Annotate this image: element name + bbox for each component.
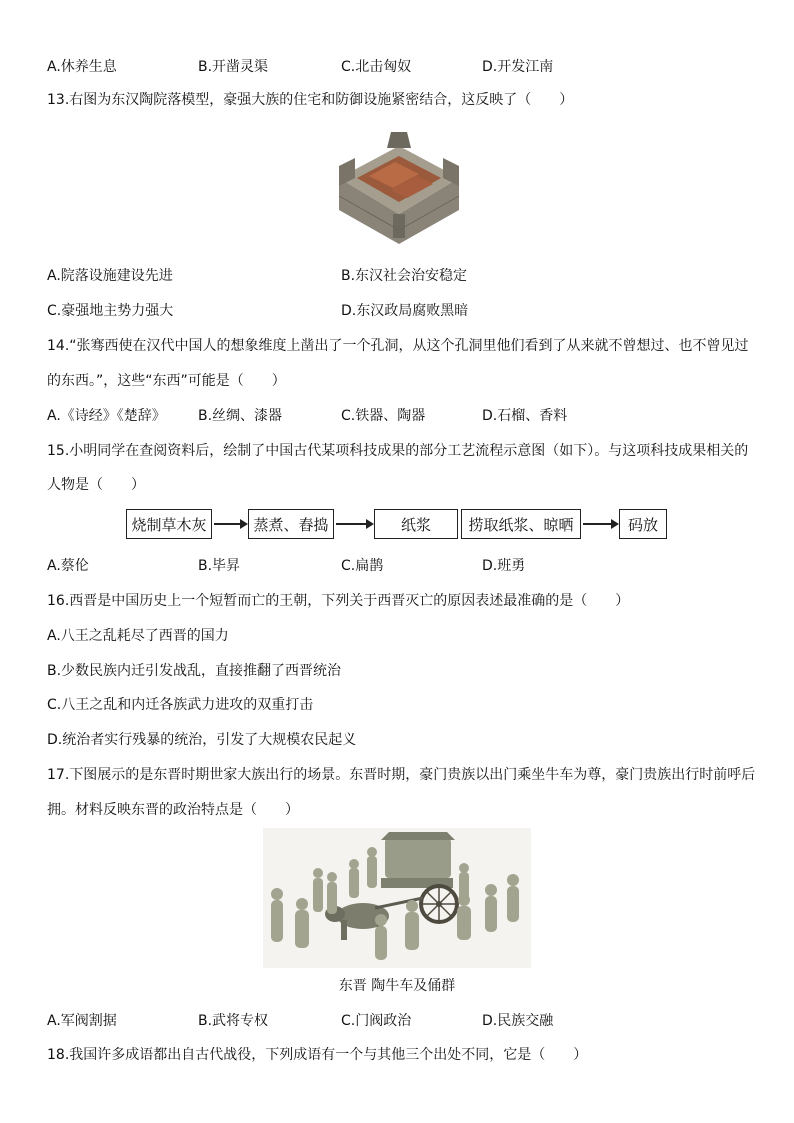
q18-stem: 18.我国许多成语都出自古代战役，下列成语有一个与其他三个出处不同，它是（ ） [47, 1047, 588, 1063]
q17-option-d: D.民族交融 [482, 1013, 554, 1029]
q14-stem-line1: 14.“张骞西使在汉代中国人的想象维度上凿出了一个孔洞，从这个孔洞里他们看到了从来就不曾想过、也不曾见过 [47, 338, 749, 354]
q16-option-a: A.八王之乱耗尽了西晋的国力 [47, 628, 229, 644]
q15-option-b: B.毕昇 [198, 558, 241, 574]
q16-stem: 16.西晋是中国历史上一个短暂而亡的王朝，下列关于西晋灭亡的原因表述最准确的是（ ） [47, 593, 630, 609]
flow-step-1: 烧制草木灰 [126, 509, 212, 539]
q15-stem-line2: 人物是（ ） [47, 477, 145, 493]
image-caption: 东晋 陶牛车及俑群 [338, 978, 456, 994]
q16-option-c: C.八王之乱和内迁各族武力进攻的双重打击 [47, 697, 314, 713]
q13-option-d: D.东汉政局腐败黑暗 [341, 303, 469, 319]
q12-option-d: D.开发江南 [482, 59, 554, 75]
q14-option-c: C.铁器、陶器 [341, 408, 426, 424]
flow-step-3: 纸浆 [374, 509, 458, 539]
q13-option-c: C.豪强地主势力强大 [47, 303, 174, 319]
q14-option-b: B.丝绸、漆器 [198, 408, 283, 424]
flow-step-2: 蒸煮、舂捣 [248, 509, 334, 539]
q12-option-a: A.休养生息 [47, 59, 117, 75]
courtyard-model-image [333, 126, 465, 246]
q12-option-b: B.开凿灵渠 [198, 59, 269, 75]
flow-step-4: 捞取纸浆、晾晒 [461, 509, 581, 539]
flow-step-5: 码放 [619, 509, 667, 539]
q15-stem-line1: 15.小明同学在查阅资料后，绘制了中国古代某项科技成果的部分工艺流程示意图（如下）。与这项科技成果相关的 [47, 443, 749, 459]
q13-option-a: A.院落设施建设先进 [47, 268, 173, 284]
q14-option-a: A.《诗经》《楚辞》 [47, 408, 166, 424]
q17-option-a: A.军阀割据 [47, 1013, 117, 1029]
q14-option-d: D.石榴、香料 [482, 408, 568, 424]
q17-option-b: B.武将专权 [198, 1013, 269, 1029]
q17-stem-line1: 17.下图展示的是东晋时期世家大族出行的场景。东晋时期，豪门贵族以出门乘坐牛车为尊，豪门贵族出行时前呼后 [47, 767, 756, 783]
q16-option-b: B.少数民族内迁引发战乱，直接推翻了西晋统治 [47, 663, 342, 679]
flow-arrow-icon [214, 523, 246, 525]
q16-option-d: D.统治者实行残暴的统治，引发了大规模农民起义 [47, 732, 357, 748]
q15-option-a: A.蔡伦 [47, 558, 89, 574]
q13-stem: 13.右图为东汉陶院落模型，豪强大族的住宅和防御设施紧密结合，这反映了（ ） [47, 92, 574, 108]
q12-option-c: C.北击匈奴 [341, 59, 412, 75]
flow-arrow-icon [336, 523, 372, 525]
q14-stem-line2: 的东西。”，这些“东西”可能是（ ） [47, 373, 286, 389]
q15-option-d: D.班勇 [482, 558, 526, 574]
q17-option-c: C.门阀政治 [341, 1013, 412, 1029]
q15-option-c: C.扁鹊 [341, 558, 384, 574]
ox-cart-figurines-image [263, 828, 531, 968]
flow-arrow-icon [583, 523, 617, 525]
q13-option-b: B.东汉社会治安稳定 [341, 268, 468, 284]
q17-stem-line2: 拥。材料反映东晋的政治特点是（ ） [47, 802, 299, 818]
